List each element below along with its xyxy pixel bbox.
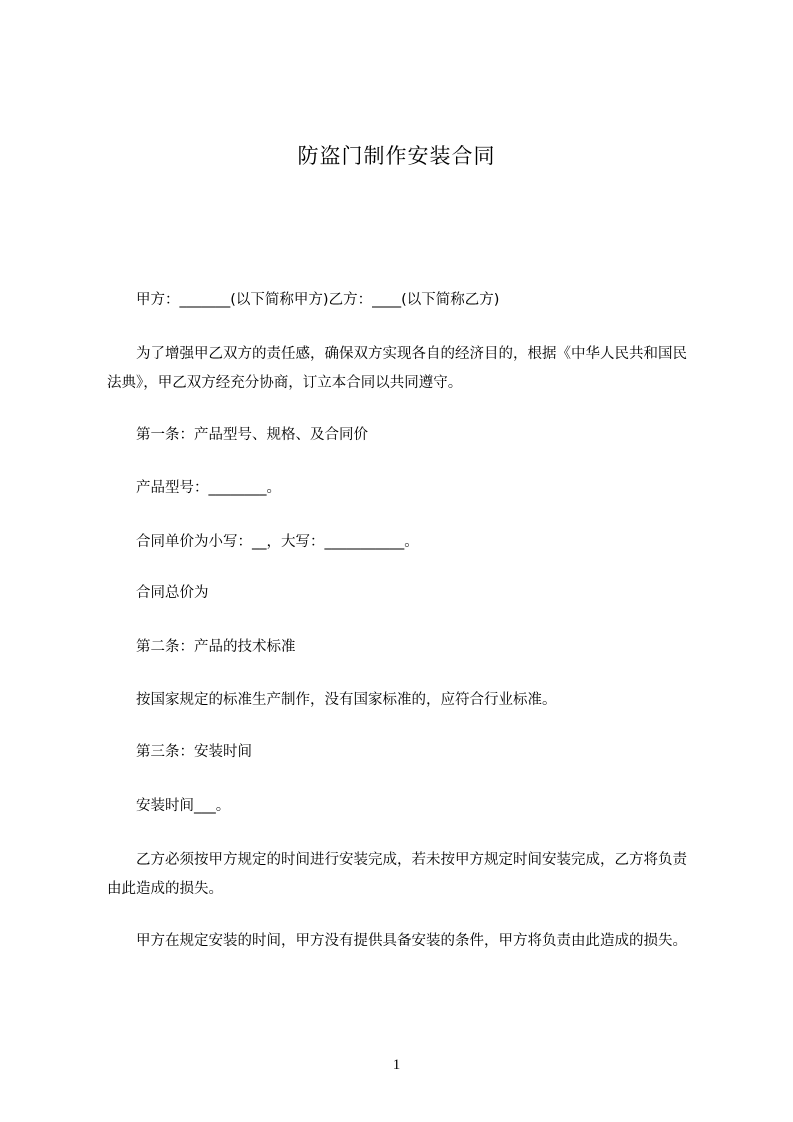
page-number: 1	[392, 1057, 401, 1073]
article-1-heading: 第一条：产品型号、规格、及合同价	[136, 427, 368, 443]
technical-standard-line: 按国家规定的标准生产制作，没有国家标准的，应符合行业标准。	[136, 692, 557, 708]
intro-paragraph: 为了增强甲乙双方的责任感，确保双方实现各自的经济目的，根据《中华人民共和国民法典》，甲乙双方经充分协商，订立本合同以共同遵守。	[107, 346, 687, 391]
article-3-heading: 第三条：安装时间	[136, 744, 252, 760]
install-time-line: 安装时间___。	[136, 798, 231, 814]
product-model-line: 产品型号：________。	[136, 480, 281, 496]
parties-line: 甲方：_______(以下简称甲方)乙方：____(以下简称乙方)	[136, 292, 500, 308]
unit-price-line: 合同单价为小写：__，大写：___________。	[136, 534, 419, 550]
document-title: 防盗门制作安装合同	[297, 144, 496, 168]
total-price-line: 合同总价为	[136, 585, 209, 601]
party-a-duty-paragraph: 甲方在规定安装的时间，甲方没有提供具备安装的条件，甲方将负责由此造成的损失。	[136, 933, 687, 949]
party-b-duty-paragraph: 乙方必须按甲方规定的时间进行安装完成，若未按甲方规定时间安装完成，乙方将负责由此造成的损失。	[107, 852, 687, 897]
article-2-heading: 第二条：产品的技术标准	[136, 639, 296, 655]
